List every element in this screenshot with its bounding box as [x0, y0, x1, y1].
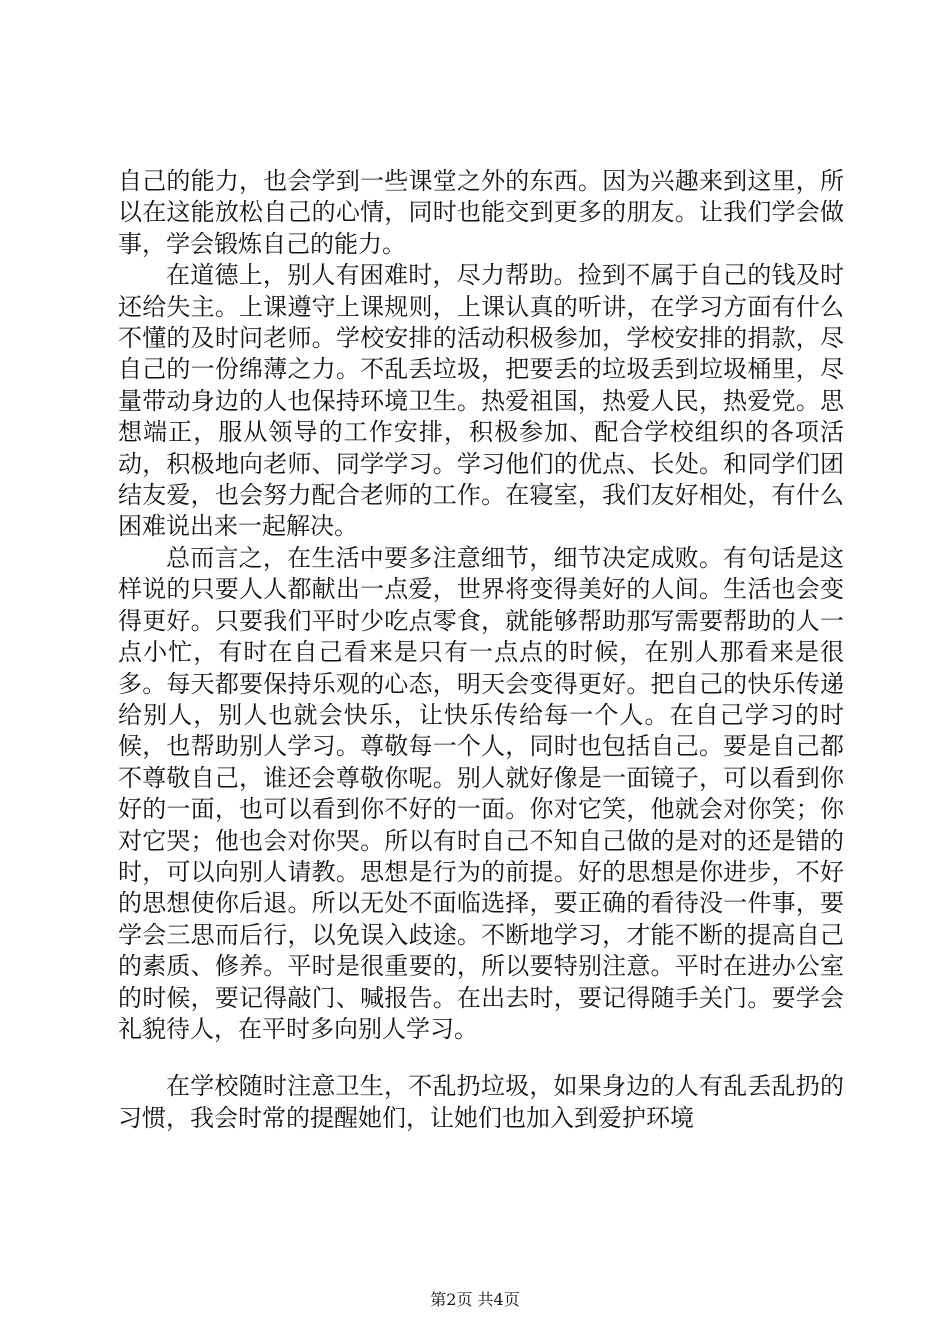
paragraph-summary: 总而言之，在生活中要多注意细节，细节决定成败。有句话是这样说的只要人人都献出一点爱，世界将变得美好的人间。生活也会变得更好。只要我们平时少吃点零食，就能够帮助那写需要帮助的人一点小忙，有时在自己看来是只有一点点的时候，在别人那看来是很多。每天都要保持乐观的心态，明天会变得更好。把自己的快乐传递给别人，别人也就会快乐，让快乐传给每一个人。在自己学习的时候，也帮助别人学习。尊敬每一个人，同时也包括自己。要是自己都不尊敬自己，谁还会尊敬你呢。别人就好像是一面镜子，可以看到你好的一面，也可以看到你不好的一面。你对它笑，他就会对你笑；你对它哭；他也会对你哭。所以有时自己不知自己做的是对的还是错的时，可以向别人请教。思想是行为的前提。好的思想是你进步，不好的思想使你后退。所以无处不面临选择，要正确的看待没一件事，要学会三思而后行，以免误入歧途。不断地学习，才能不断的提高自己的素质、修养。平时是很重要的，所以要特别注意。平时在进办公室的时候，要记得敲门、喊报告。在出去时，要记得随手关门。要学会礼貌待人，在平时多向别人学习。 [118, 543, 844, 1043]
document-body [118, 166, 844, 1134]
paragraph-morality: 在道德上，别人有困难时，尽力帮助。捡到不属于自己的钱及时还给失主。上课遵守上课规则，上课认真的听讲，在学习方面有什么不懂的及时问老师。学校安排的活动积极参加，学校安排的捐款，尽自己的一份绵薄之力。不乱丢垃圾，把要丢的垃圾丢到垃圾桶里，尽量带动身边的人也保持环境卫生。热爱祖国，热爱人民，热爱党。思想端正，服从领导的工作安排，积极参加、配合学校组织的各项活动，积极地向老师、同学学习。学习他们的优点、长处。和同学们团结友爱，也会努力配合老师的工作。在寝室，我们友好相处，有什么困难说出来一起解决。 [118, 261, 844, 541]
page-footer: 第2页 共4页 [430, 1290, 520, 1309]
paragraph-hygiene: 在学校随时注意卫生，不乱扔垃圾，如果身边的人有乱丢乱扔的习惯，我会时常的提醒她们，让她们也加入到爱护环境 [118, 1072, 844, 1132]
paragraph-continuation: 自己的能力，也会学到一些课堂之外的东西。因为兴趣来到这里，所以在这能放松自己的心情，同时也能交到更多的朋友。让我们学会做事，学会锻炼自己的能力。 [118, 167, 844, 258]
